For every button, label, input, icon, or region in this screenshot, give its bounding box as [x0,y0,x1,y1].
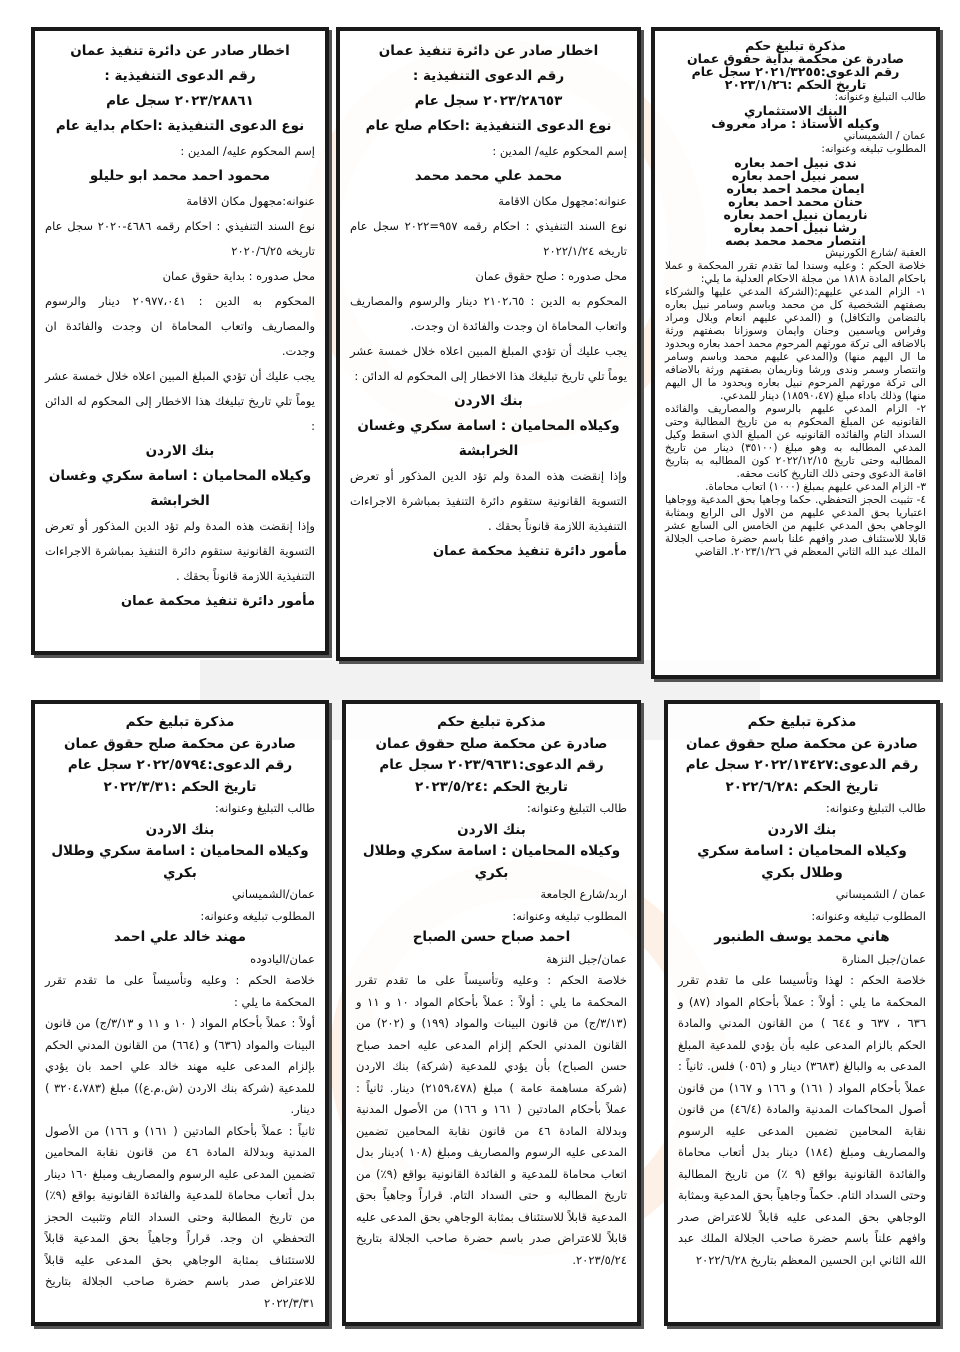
notice-bottom-left [31,700,329,1326]
party-name: مهند خالد علي احمد [114,929,246,945]
notice-body: ٣- الزام المدعي عليهم بمبلغ (١٠٠٠) اتعاب محاماة. [705,481,926,493]
field-label: طالب التبليغ وعنوانه: [834,91,926,103]
party-name: محمود احمد محمد ابو حليلو [89,168,271,184]
party-name: بنك الاردن [457,821,526,838]
field-label: المطلوب تبليغه وعنوانه: [512,908,627,923]
party-name: البنك الاستثماري [744,103,847,118]
notice-heading: ٢٠٢٣/٢٨٦٥٣ سجل عام [414,93,563,109]
notice-heading: تاريخ الحكم :٢٠٢٣/٥/٢٤ [415,778,568,795]
party-name: وكيلاه المحاميان : اسامة سكري وطلال بكري [51,843,309,881]
party-name: وكيلاه المحاميان : اسامة سكري وطلال بكري [697,843,907,881]
notice-heading: تاريخ الحكم :٢٠٢٢/٣/٣١ [103,778,257,795]
notice-body: يجب عليك أن تؤدي المبلغ المبين اعلاه خلال خمسة عشر يوماً تلي تاريخ تبليغك هذا الاخطار إلى المحكوم له الدائن : [350,344,627,383]
notice-body: ١- الزام المدعي عليهم:(الشركة المدعي عليها والشركاء بصفتهم الشخصية كل من محمد وباسم وسامر نبيل بعاره بالتضامن والتكافل) و (المدعي عليهم انعام وبلال ومراد وفراس وياسمين وحنان وايمان وسوزانا بصفتهم ورثة بالاضافه الى تركة مورثهم المرحوم محمد احمد بعاره وبحدود ما ال اليهم منها) و(المدعي عليهم محمد وباسم وسامر وانتصار وسمر وندى ورشا وناريمان بصفتهم ورثة بالاضافه الى تركة مورثهم المرحوم نبيل بعاره وبحدود ما ال اليهم منها) وذلك باداء مبلغ (١٨٥٩٠،٤٧) دينار للمدعي. [665,286,926,402]
field-label: طالب التبليغ وعنوانه: [526,801,627,815]
field-label: المطلوب تبليغه وعنوانه: [200,908,315,923]
signature: مأمور دائرة تنفيذ محكمة عمان [121,594,315,609]
notice-heading: رقم الدعوى التنفيذية : [104,68,256,84]
notice-body: نوع السند التنفيذي : احكام رقمه ٤٦٨٦-٢٠٢٠ سجل عام تاريخه ٢٠٢٠/٦/٢٥ [45,219,315,258]
field-label: عمان / الشميساني [843,130,926,142]
notice-top-middle [336,27,641,661]
notice-body: ٢- الزام المدعي عليهم بالرسوم والمصاريف والفائده القانونيه عن المبلغ المحكوم به من تاريخ المطالبة وحتى السداد التام والفائده القانونيه عن المبلغ الذي اسقط وكيل المدعي المطالبه به وهو مبلغ (٣٥١٠٠) دينار من تاريخ المطالبه وحتى تاريخ ٢٠٢٢/١٢/١٥ كون المطالبه به بتاريخ اقامة الدعوى وحتى ذلك التاريخ كانت محقه. [665,403,927,480]
notice-body: المحكوم به الدين : ٢٠٩٧٧،٠٤١ دينار والرسوم والمصاريف واتعاب المحاماة ان وجدت والفائدة ان وجدت. [45,294,315,358]
notice-heading: تاريخ الحكم :٢٠٢٣/١/٢٦ [724,77,867,92]
notice-heading: نوع الدعوى التنفيذية :احكام بداية عام [55,118,305,134]
field-label: إسم المحكوم عليه/ المدين : [492,144,627,158]
notice-heading: صادرة عن محكمة صلح حقوق عمان [375,735,608,752]
field-label: محل صدوره : بداية حقوق عمان [162,269,315,283]
notice-body: المحكوم به الدين : ٢١٠٢،٦٥ دينار والرسوم والمصاريف واتعاب المحاماة ان وجدت والفائدة ان وجدت. [350,294,627,333]
notice-heading: ٢٠٢٣/٢٨٨٦١ سجل عام [106,93,254,109]
notice-body: خلاصة الحكم : وعليه وسندا لما تقدم تقرر المحكمة و عملا باحكام المادة ١٨١٨ من مجلة الاحكام العدلية ما يلي: [665,260,926,285]
field-label: عنوانه:مجهول مكان الاقامة [186,194,315,208]
notice-heading: نوع الدعوى التنفيذية :احكام صلح عام [365,118,612,134]
party-name: سمر نبيل احمد بعاره [731,168,860,183]
party-name: وكيلاه المحاميان : اسامة سكري وغسان الخرابشة [357,418,620,459]
signature: مأمور دائرة تنفيذ محكمة عمان [433,544,627,559]
field-label: المطلوب تبليغه وعنوانه: [811,908,926,923]
party-name: وكيله الأستاذ : مراد معروف [711,116,880,131]
field-label: طالب التبليغ وعنوانه: [825,801,926,815]
notice-body: ثانياً : عملاً بأحكام المادتين ( ١٦١) و ١٦٦) من الأصول المدنية وبدلالة المادة ٤٦ من قانون نقابة المحامين تضمين المدعى عليه الرسوم والمصاريف ومبلغ ١٦٠ دينار بدل أتعاب محاماة للمدعية والفائدة القانونية بواقع (٩٪) من تاريخ المطالبة وحتى السداد التام وتثبيت الحجز التحفظي ان وجد. قراراً وجاهياً بحق المدعية قابلاً للاستئناف بمثابة الوجاهي بحق المدعى عليه قابلاً للاعتراض صدر باسم حضرة صاحب الجلالة بتاريخ ٢٠٢٢/٣/٣١ [45,1123,316,1310]
notice-bottom-right [664,700,940,1326]
field-label: العقبة /شارع الكورنيش [825,247,926,259]
field-label: عمان/الشميساني [232,887,315,901]
party-name: حنان محمد احمد بعاره [728,194,863,209]
party-name: ناريمان نبيل احمد بعاره [723,207,868,222]
field-label: عمان / الشميساني [835,887,926,901]
notice-heading: تاريخ الحكم :٢٠٢٢/٦/٢٨ [725,778,879,795]
party-name: ندى نبيل احمد بعاره [734,155,857,170]
party-name: وكيلاه المحاميان : اسامة سكري وغسان الخرابشة [48,468,312,509]
notice-body: وإذا إنقضت هذه المدة ولم تؤد الدين المذكور أو تعرض التسوية القانونية ستقوم دائرة التنفيذ بمباشرة الاجراءات التنفيذية اللازمة قانوناً بحقك . [350,469,627,533]
notice-bottom-middle [342,700,641,1326]
notice-heading: صادرة عن محكمة بداية حقوق عمان [686,51,905,66]
field-label: عمان/جبل النزهة [545,951,627,966]
party-name: انتصار محمد محمد بصه [725,233,866,248]
party-name: وكيلاه المحاميان : اسامة سكري وطلال بكري [362,843,621,881]
party-name: رشا نبيل احمد بعاره [733,220,858,235]
notice-heading: اخطار صادر عن دائرة تنفيذ عمان [378,43,599,59]
notice-body: أولاً : عملاً بأحكام المواد ( ١٠ و ١١ و ٣/١٣/ج) من قانون البينات والمواد (٦٣٦) و (٦٦٤) من القانون المدني الحكم بإلزام المدعى عليه مهند خالد علي احمد بان يؤدي للمدعية (شركة بنك الاردن (ش.م.ع)) مبلغ (٣٢٠٤،٧٨٣ ) دينار. [45,1016,315,1116]
party-name: بنك الاردن [145,821,215,838]
party-name: احمد صباح حسن الصباح [412,929,571,945]
notice-heading: مذكرة تبليغ حكم [745,38,846,53]
notice-top-left [31,27,329,655]
party-name: محمد علي محمد محمد [414,168,563,184]
notice-top-right [651,27,940,679]
notice-heading: صادرة عن محكمة صلح حقوق عمان [686,735,918,752]
notice-heading: صادرة عن محكمة صلح حقوق عمان [64,735,296,752]
notice-heading: رقم الدعوى:٢٠٢٢/٥٧٩٤ سجل عام [67,757,293,773]
field-label: طالب التبليغ وعنوانه: [214,801,315,815]
party-name: بنك الاردن [145,443,215,459]
notice-body: خلاصة الحكم : وعليه وتأسيساً على ما تقدم تقرر المحكمة ما يلي : أولاً : عملاً بأحكام المواد ١٠ و ١١ و (٣/١٣/ج) من قانون البينات والمواد (١٩٩) و (٢٠٢) من القانون المدني الحكم إلزام المدعى عليه احمد صباح حسن الصباح) بأن يؤدي للمدعية (شركة) بنك الاردن (شركة مساهمة عامة ) مبلغ (٢١٥٩،٤٧٨) دينار. ثانياً : عملاً بأحكام المادتين ( ١٦١ و ١٦٦) من الأصول المدنية وبدلالة المادة ٤٦ من قانون نقابة المحامين تضمين المدعى عليه الرسوم والمصاريف ومبلغ (١٠٨ )دينار بدل اتعاب محاماة للمدعية و الفائدة القانونية بواقع (٩٪) من تاريخ المطالبه و حتى السداد التام. قراراً وجاهياً بحق المدعية قابلاً للاستئناف بمثابة الوجاهي بحق المدعى عليه قابلاً للاعتراض صدر باسم حضرة صاحب الجلالة بتاريخ ٢٠٢٣/٥/٢٤. [356,973,628,1267]
notice-body: ٤- تثبيت الحجز التحفظي. حكما وجاهيا بحق المدعية ووجاهيا اعتباريا بحق المدعي عليهم من الاول الى الرابع وبمثابة الوجاهي بحق المدعي عليهم من الخامس الى السابع عشر قابلا للاستئناف صدر وافهم علنا باسم حضرة صاحب الجلالة الملك عبد الله الثاني المعظم في ٢٠٢٣/١/٢٦. القاضي [665,494,926,558]
party-name: هاني محمد يوسف الطنبور [714,929,890,945]
notice-heading: مذكرة تبليغ حكم [437,714,546,730]
notice-heading: اخطار صادر عن دائرة تنفيذ عمان [70,43,290,59]
notice-heading: رقم الدعوى التنفيذية : [412,68,565,84]
field-label: محل صدوره : صلح حقوق عمان [475,269,627,283]
field-label: اربد/شارع الجامعة [540,887,627,901]
notice-heading: مذكرة تبليغ حكم [747,714,857,730]
party-name: ايمان محمد احمد بعاره [726,181,865,196]
field-label: المطلوب تبليغه وعنوانه: [821,143,926,155]
notice-body: وإذا إنقضت هذه المدة ولم تؤد الدين المذكور أو تعرض التسوية القانونية ستقوم دائرة التنفيذ بمباشرة الاجراءات التنفيذية اللازمة قانوناً بحقك . [45,519,315,583]
field-label: عمان/اليادوده [250,951,315,966]
field-label: إسم المحكوم عليه/ المدين : [180,144,315,158]
field-label: عمان/جبل المنارة [841,951,926,966]
party-name: بنك الاردن [454,393,523,409]
notice-heading: رقم الدعوى:٢٠٢٣/٩٦٣١ سجل عام [379,757,604,773]
notice-heading: رقم الدعوى:٢٠٢١/٣٢٥٥ سجل عام [691,64,900,79]
notice-body: خلاصة الحكم : لهذا وتأسيسا على ما تقدم تقرر المحكمة ما يلي : أولاً : عملاً بأحكام المواد (٨٧) و ٦٣٦ ، ٦٣٧ و ٦٤٤ ) من القانون المدني والمادة الحكم بالزام المدعى عليه بأن يؤدي للمدعية المبلغ المدعى به والبالغ (٣٦٨٣) دينار و (٠٥٦) فلس. ثانياً : عملاً بأحكام المواد ( ١٦١) و ١٦٦ و ١٦٧) من قانون أصول المحاكمات المدنية والمادة (٤٦/٤) من قانون نقابة المحامين تضمين المدعى عليه الرسوم والمصاريف ومبلغ (١٨٤) دينار بدل أتعاب محاماة والفائدة القانونية بواقع (٩ ٪) من تاريخ المطالبة وحتى السداد التام. حكماً وجاهياً بحق المدعية وبمثابة الوجاهي بحق المدعى عليه قابلاً للاعتراض صدر وافهم علناً باسم حضرة صاحب الجلالة الملك عبد الله الثاني ابن الحسين المعظم بتاريخ ٢٠٢٢/٦/٢٨ [678,973,926,1267]
notice-heading: رقم الدعوى:٢٠٢٢/١٣٤٢٧ سجل عام [685,757,919,773]
field-label: عنوانه:مجهول مكان الاقامة [498,194,627,208]
notice-body: نوع السند التنفيذي : احكام رقمه ٩٥٧=٢٠٢٢ سجل عام تاريخه ٢٠٢٢/١/٢٤ [350,219,627,258]
notice-body: يجب عليك أن تؤدي المبلغ المبين اعلاه خلال خمسة عشر يوماً تلي تاريخ تبليغك هذا الاخطار إلى المحكوم له الدائن : [45,369,315,433]
notice-heading: مذكرة تبليغ حكم [125,714,235,730]
notice-body: خلاصة الحكم : وعليه وتأسيساً على ما تقدم تقرر المحكمة ما يلي : [45,973,315,1009]
party-name: بنك الاردن [767,821,837,838]
